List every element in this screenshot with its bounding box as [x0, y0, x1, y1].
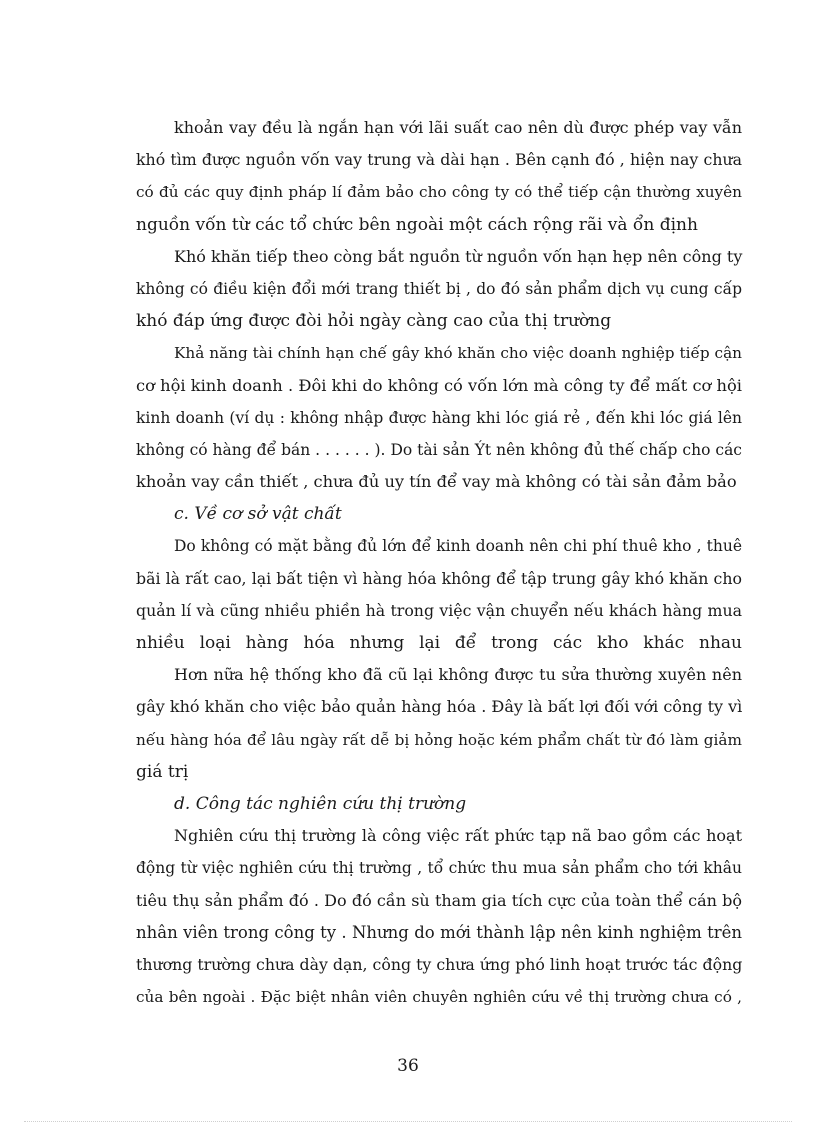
text-line: nhiều loại hàng hóa nhưng lại để trong các kho khác nhau	[136, 633, 742, 653]
text-line: gây khó khăn cho việc bảo quản hàng hóa . Đây là bất lợi đối với công ty vì	[136, 697, 743, 717]
text-line: khó tìm được nguồn vốn vay trung và dài hạn . Bên cạnh đó , hiện nay chưa	[136, 150, 742, 170]
text-line: Do không có mặt bằng đủ lớn để kinh doanh nên chi phí thuê kho , thuê	[174, 537, 742, 556]
text-line: không có điều kiện đổi mới trang thiết bị , do đó sản phẩm dịch vụ cung cấp	[136, 279, 742, 298]
page-bottom-divider	[24, 1121, 792, 1122]
text-line: thương trường chưa dày dạn, công ty chưa ứng phó linh hoạt trước tác động	[136, 954, 743, 974]
text-line: Khả năng tài chính hạn chế gây khó khăn cho việc doanh nghiệp tiếp cận	[174, 344, 742, 363]
text-line: nếu hàng hóa để lâu ngày rất dễ bị hỏng hoặc kém phẩm chất từ đó làm giảm	[136, 730, 742, 749]
text-line: khoản vay đều là ngắn hạn với lãi suất cao nên dù được phép vay vẫn	[174, 118, 742, 137]
text-line: Nghiên cứu thị trường là công việc rất phức tạp nã bao gồm các hoạt	[174, 826, 742, 846]
text-line: bãi là rất cao, lại bất tiện vì hàng hóa không để tập trung gây khó khăn cho	[136, 568, 742, 588]
text-line: không có hàng để bán . . . . . . ). Do tài sản Ýt nên không đủ thế chấp cho các	[136, 440, 742, 459]
text-line: tiêu thụ sản phẩm đó . Do đó cần sù tham gia tích cực của toàn thể cán bộ	[136, 890, 742, 910]
text-line: Hơn nữa hệ thống kho đã cũ lại không được tu sửa thường xuyên nên	[174, 665, 742, 685]
text-line: khoản vay cần thiết , chưa đủ uy tín để vay mà không có tài sản đảm bảo	[136, 472, 737, 492]
text-line: khó đáp ứng được đòi hỏi ngày càng cao của thị trường	[136, 311, 612, 332]
text-line: nguồn vốn từ các tổ chức bên ngoài một cách rộng rãi và ổn định	[136, 214, 698, 235]
section-heading-d: d. Công tác nghiên cứu thị trường	[174, 793, 467, 814]
text-line: có đủ các quy định pháp lí đảm bảo cho công ty có thể tiếp cận thường xuyên	[136, 183, 742, 202]
text-line: quản lí và cũng nhiều phiền hà trong việc vận chuyển nếu khách hàng mua	[136, 600, 742, 620]
text-line: giá trị	[136, 761, 189, 782]
text-line: động từ việc nghiên cứu thị trường , tổ chức thu mua sản phẩm cho tới khâu	[136, 859, 742, 878]
body-text	[136, 112, 742, 1013]
text-line: của bên ngoài . Đặc biệt nhân viên chuyên nghiên cứu về thị trường chưa có ,	[136, 988, 742, 1007]
section-heading-c: c. Về cơ sở vật chất	[174, 504, 342, 525]
text-line: cơ hội kinh doanh . Đôi khi do không có vốn lớn mà công ty để mất cơ hội	[136, 375, 742, 395]
page-number: 36	[397, 1056, 419, 1076]
text-line: kinh doanh (ví dụ : không nhập được hàng khi lóc giá rẻ , đến khi lóc giá lên	[136, 408, 742, 427]
text-line: Khó khăn tiếp theo còng bắt nguồn từ nguồn vốn hạn hẹp nên công ty	[174, 246, 743, 266]
text-line: nhân viên trong công ty . Nhưng do mới thành lập nên kinh nghiệm trên	[136, 922, 742, 942]
